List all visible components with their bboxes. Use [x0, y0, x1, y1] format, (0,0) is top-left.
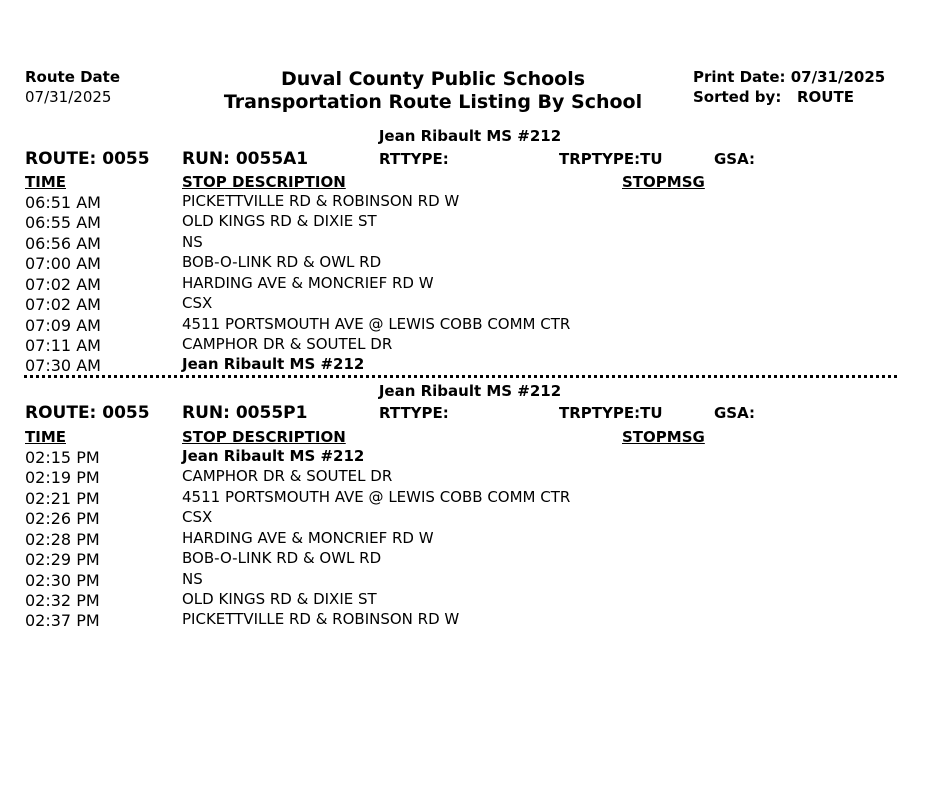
stop-description: CSX: [182, 294, 213, 312]
rttype: RTTYPE:: [379, 404, 449, 422]
time-column-header: TIME: [25, 173, 66, 191]
stop-time: 02:26 PM: [25, 509, 100, 528]
report-title: Duval County Public Schools: [280, 68, 586, 90]
stop-time: 02:29 PM: [25, 550, 100, 569]
stop-description: CAMPHOR DR & SOUTEL DR: [182, 335, 393, 353]
stop-description: BOB-O-LINK RD & OWL RD: [182, 549, 382, 567]
route-date-label: Route Date: [25, 68, 121, 86]
stop-time: 07:00 AM: [25, 254, 101, 273]
stop-description: 4511 PORTSMOUTH AVE @ LEWIS COBB COMM CTR: [182, 315, 571, 333]
print-date: Print Date: 07/31/2025: [693, 68, 886, 86]
gsa: GSA:: [714, 404, 756, 422]
stop-time: 06:55 AM: [25, 213, 101, 232]
stop-description: 4511 PORTSMOUTH AVE @ LEWIS COBB COMM CTR: [182, 488, 571, 506]
stop-description: CSX: [182, 508, 213, 526]
stop-description-column-header: STOP DESCRIPTION: [182, 428, 346, 446]
report-subtitle: Transportation Route Listing By School: [223, 91, 643, 113]
route-number: ROUTE: 0055: [25, 403, 150, 423]
trptype: TRPTYPE:TU: [559, 150, 663, 168]
stop-time: 02:30 PM: [25, 571, 100, 590]
stop-time: 02:15 PM: [25, 448, 100, 467]
run-number: RUN: 0055P1: [182, 403, 308, 423]
stop-time: 07:30 AM: [25, 356, 101, 375]
time-column-header: TIME: [25, 428, 66, 446]
stop-description: OLD KINGS RD & DIXIE ST: [182, 590, 377, 608]
stop-description: PICKETTVILLE RD & ROBINSON RD W: [182, 610, 460, 628]
stop-description: BOB-O-LINK RD & OWL RD: [182, 253, 382, 271]
stop-time: 02:32 PM: [25, 591, 100, 610]
stop-description: NS: [182, 570, 203, 588]
stop-description: PICKETTVILLE RD & ROBINSON RD W: [182, 192, 460, 210]
route-number: ROUTE: 0055: [25, 149, 150, 169]
stop-time: 07:11 AM: [25, 336, 101, 355]
stop-time: 02:37 PM: [25, 611, 100, 630]
stop-description: NS: [182, 233, 203, 251]
stop-time: 02:21 PM: [25, 489, 100, 508]
school-name: Jean Ribault MS #212: [378, 127, 562, 145]
stop-time: 02:19 PM: [25, 468, 100, 487]
stop-description: Jean Ribault MS #212: [182, 355, 365, 373]
stop-time: 06:56 AM: [25, 234, 101, 253]
stop-description: Jean Ribault MS #212: [182, 447, 365, 465]
stop-time: 07:02 AM: [25, 295, 101, 314]
run-divider: [24, 375, 897, 378]
stopmsg-column-header: STOPMSG: [622, 173, 705, 191]
rttype: RTTYPE:: [379, 150, 449, 168]
stopmsg-column-header: STOPMSG: [622, 428, 705, 446]
stop-description-column-header: STOP DESCRIPTION: [182, 173, 346, 191]
school-name: Jean Ribault MS #212: [378, 382, 562, 400]
stop-time: 02:28 PM: [25, 530, 100, 549]
gsa: GSA:: [714, 150, 756, 168]
route-date-value: 07/31/2025: [25, 88, 112, 106]
stop-description: HARDING AVE & MONCRIEF RD W: [182, 274, 434, 292]
run-number: RUN: 0055A1: [182, 149, 309, 169]
stop-time: 07:02 AM: [25, 275, 101, 294]
stop-description: CAMPHOR DR & SOUTEL DR: [182, 467, 393, 485]
stop-description: HARDING AVE & MONCRIEF RD W: [182, 529, 434, 547]
stop-description: OLD KINGS RD & DIXIE ST: [182, 212, 377, 230]
stop-time: 07:09 AM: [25, 316, 101, 335]
sorted-by: Sorted by: ROUTE: [693, 88, 854, 106]
stop-time: 06:51 AM: [25, 193, 101, 212]
trptype: TRPTYPE:TU: [559, 404, 663, 422]
